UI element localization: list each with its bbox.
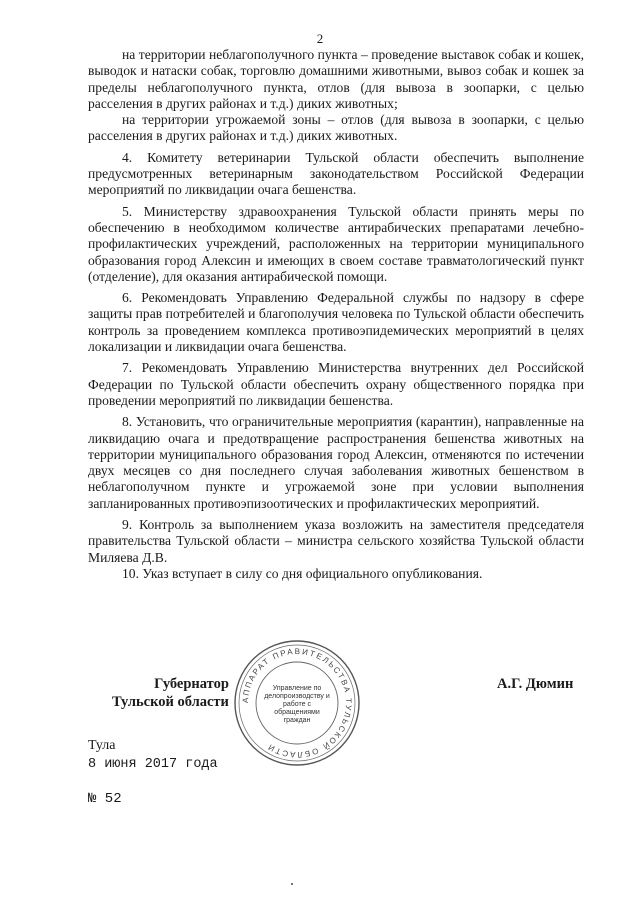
paragraph-5: 5. Министерству здравоохранения Тульской области принять меры по обеспечению в необходимом количестве антирабических препаратами лечебно-профилактических учреждений, расположенных на территории муниципального образования город Алексин и имеющих в своем составе травматологический пункт (отделение), для оказания антирабической помощи. [88, 203, 584, 284]
paragraph-9: 9. Контроль за выполнением указа возложить на заместителя председателя правительства Тульской области – министра сельского хозяйства Тульской области Миляева Д.В. [88, 517, 584, 565]
seal-center-text: Управление по делопроизводству и работе с обращениями граждан [264, 685, 330, 724]
page-number: 2 [316, 31, 324, 46]
paragraph-outbreak-area: на территории неблагополучного пункта – проведение выставок собак и кошек, выводок и натаски собак, торговлю домашними животными, вывоз собак и кошек за пределы неблагополучного пункта, отлов (для вывоза в зоопарки, с целью расселения в других районах и т.д.) диких животных; [88, 47, 584, 111]
paragraph-7: 7. Рекомендовать Управлению Министерства внутренних дел Российской Федерации по Тульской области обеспечить охрану общественного порядка при проведении мероприятий по ликвидации бешенства. [88, 360, 584, 408]
document-body [88, 47, 584, 582]
signature-title-line1: Губернатор [154, 676, 229, 692]
scan-dot [291, 883, 293, 885]
footer-date: 8 июня 2017 года [88, 757, 218, 772]
decree-number: № 52 [88, 791, 122, 807]
paragraph-4: 4. Комитету ветеринарии Тульской области обеспечить выполнение предусмотренных ветеринарным законодательством Российской Федерации мероприятий по ликвидации очага бешенства. [88, 149, 584, 198]
signature-name: А.Г. Дюмин [497, 676, 574, 692]
signature-title [112, 675, 229, 711]
footer-city: Тула [88, 738, 116, 753]
signature-title-line2: Тульской области [112, 694, 229, 710]
seal-ring-text: АППАРАТ ПРАВИТЕЛЬСТВА ТУЛЬСКОЙ ОБЛАСТИ [240, 646, 354, 760]
paragraph-6: 6. Рекомендовать Управлению Федеральной службы по надзору в сфере защиты прав потребителей и благополучия человека по Тульской области обеспечить контроль за проведением комплекса противоэпидемических мероприятий в целях локализации и ликвидации очага бешенства. [88, 290, 584, 355]
official-seal [232, 638, 362, 768]
paragraph-8: 8. Установить, что ограничительные мероприятия (карантин), направленные на ликвидацию очага и предотвращение распространения бешенства животных на территории муниципального образования город Алексин, отменяются по истечении двух месяцев со дня последнего случая заболевания животных бешенством в неблагополучном пункте и угрожаемой зоне при условии выполнения запланированных противоэпизоотических и профилактических мероприятий. [88, 414, 584, 511]
paragraph-10: 10. Указ вступает в силу со дня официального опубликования. [122, 565, 483, 581]
paragraph-threatened-zone: на территории угрожаемой зоны – отлов (для вывоза в зоопарки, с целью расселения в других районах и т.д.) диких животных. [88, 112, 584, 144]
